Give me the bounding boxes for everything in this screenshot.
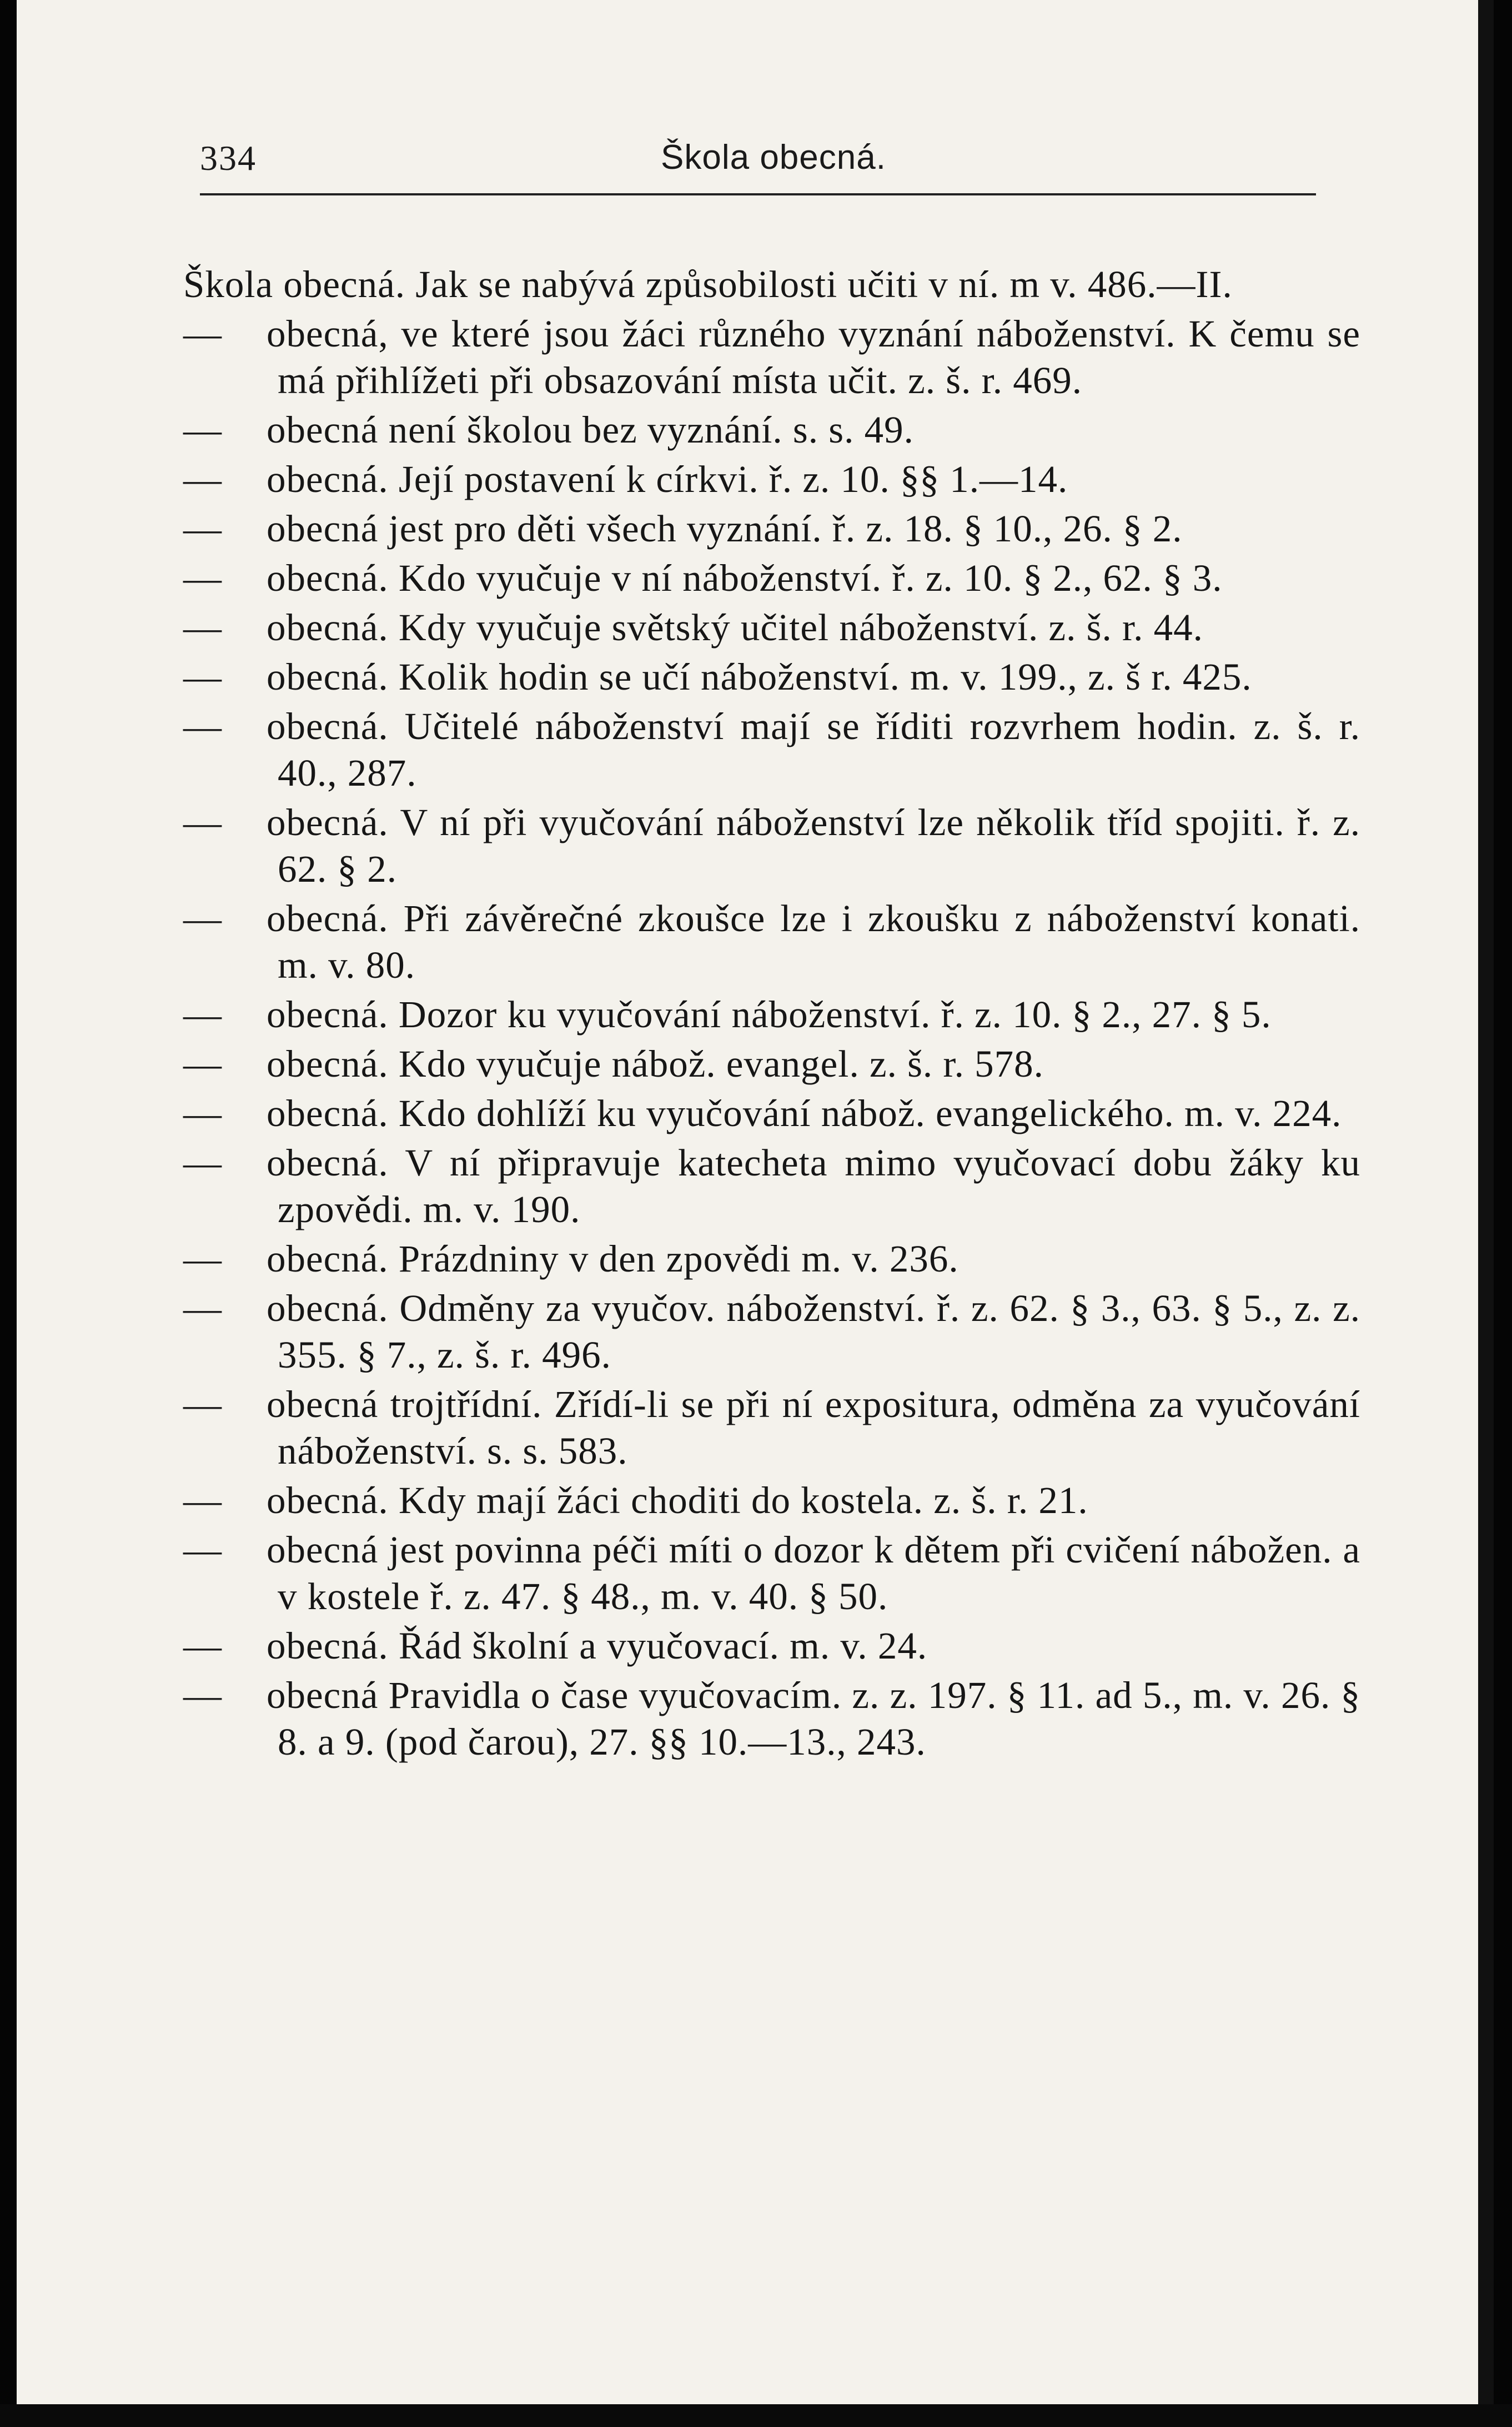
entry-text: Při závěrečné zkoušce lze i zkoušku z náboženství konati. m. v. 80. [278, 897, 1360, 986]
dash-marker [183, 1285, 267, 1331]
entry-term: obecná. [267, 1238, 389, 1280]
dash-marker [183, 1139, 267, 1186]
scan-bottom-edge [0, 2404, 1512, 2427]
dash-marker [183, 1090, 267, 1137]
entry-term: obecná. [267, 458, 389, 500]
entry-term: obecná. [267, 1043, 389, 1085]
entry-text: Kdo vyučuje nábož. evangel. z. š. r. 578. [398, 1043, 1044, 1085]
dash-marker [183, 310, 267, 357]
index-entry [183, 1041, 1360, 1087]
index-entry [183, 1622, 1360, 1669]
entry-term: obecná. [267, 606, 389, 649]
entry-term: obecná trojtřídní. [267, 1383, 542, 1425]
entry-text: Odměny za vyučov. náboženství. ř. z. 62. § 3., 63. § 5., z. z. 355. § 7., z. š. r. 496. [278, 1287, 1360, 1376]
running-title: Škola obecná. [661, 138, 886, 177]
page-header [183, 132, 1349, 193]
dash-marker [183, 456, 267, 503]
index-entry [183, 654, 1360, 700]
entry-term: obecná. [267, 1479, 389, 1521]
entry-text: jest povinna péči míti o dozor k dětem při cvičení nábožen. a v kostele ř. z. 47. § 48., m. v. 40. § 50. [278, 1529, 1361, 1617]
entry-text: Zřídí-li se při ní expositura, odměna za vyučování náboženství. s. s. 583. [278, 1383, 1360, 1472]
index-entry [183, 261, 1360, 308]
index-entry [183, 895, 1360, 988]
index-entry [183, 310, 1360, 404]
index-entry [183, 1526, 1360, 1620]
scan-binding-shadow [1478, 0, 1494, 2404]
dash-marker [183, 895, 267, 942]
index-entry [183, 1139, 1360, 1233]
entry-text: Dozor ku vyučování náboženství. ř. z. 10. § 2., 27. § 5. [398, 993, 1272, 1036]
index-entry [183, 1672, 1360, 1765]
entry-term: obecná. [267, 1625, 389, 1667]
entry-text: V ní připravuje katecheta mimo vyučovací dobu žáky ku zpovědi. m. v. 190. [278, 1142, 1360, 1230]
index-entry [183, 1285, 1360, 1378]
index-entry [183, 456, 1360, 503]
entry-text: Kolik hodin se učí náboženství. m. v. 199., z. š r. 425. [398, 656, 1252, 698]
entry-term: obecná, [267, 313, 389, 355]
entry-term: obecná. [267, 557, 389, 599]
entry-text: Kdo vyučuje v ní náboženství. ř. z. 10. § 2., 62. § 3. [398, 557, 1223, 599]
index-entry [183, 555, 1360, 601]
index-entry [183, 505, 1360, 552]
dash-marker [183, 654, 267, 700]
index-entry [183, 991, 1360, 1038]
entry-term: Škola obecná. [183, 263, 406, 305]
dash-marker [183, 1672, 267, 1719]
entry-term: obecná. [267, 705, 389, 747]
entry-text: Kdy mají žáci choditi do kostela. z. š. r. 21. [398, 1479, 1088, 1521]
dash-marker [183, 1622, 267, 1669]
entry-term: obecná. [267, 1092, 389, 1134]
entry-term: obecná [267, 1674, 379, 1716]
dash-marker [183, 604, 267, 651]
index-entry [183, 799, 1360, 892]
entry-text: ve které jsou žáci různého vyznání náboženství. K čemu se má přihlížeti při obsazování místa učit. z. š. r. 469. [278, 313, 1360, 401]
entry-term: obecná. [267, 656, 389, 698]
dash-marker [183, 555, 267, 601]
entry-text: V ní při vyučování náboženství lze několik tříd spojiti. ř. z. 62. § 2. [278, 801, 1360, 890]
dash-marker [183, 1477, 267, 1524]
dash-marker [183, 1235, 267, 1282]
entry-text: jest pro děti všech vyznání. ř. z. 18. § 10., 26. § 2. [388, 507, 1183, 550]
index-entry [183, 604, 1360, 651]
dash-marker [183, 1381, 267, 1428]
entry-text: Jak se nabývá způsobilosti učiti v ní. m v. 486.—II. [415, 263, 1233, 305]
dash-marker [183, 991, 267, 1038]
entry-term: obecná. [267, 993, 389, 1036]
entry-term: obecná. [267, 1287, 389, 1329]
entry-text: Prázdniny v den zpovědi m. v. 236. [398, 1238, 959, 1280]
dash-marker [183, 799, 267, 846]
entry-text: Pravidla o čase vyučovacím. z. z. 197. § 11. ad 5., m. v. 26. § 8. a 9. (pod čarou), 27. §§ 10.—13., 243. [278, 1674, 1360, 1763]
entry-text: Její postavení k církvi. ř. z. 10. §§ 1.—14. [398, 458, 1068, 500]
entry-term: obecná [267, 507, 379, 550]
index-entry [183, 1477, 1360, 1524]
entry-term: obecná. [267, 1142, 389, 1184]
index-entry [183, 703, 1360, 796]
dash-marker [183, 703, 267, 750]
entry-text: Kdy vyučuje světský učitel náboženství. z. š. r. 44. [398, 606, 1203, 649]
dash-marker [183, 1041, 267, 1087]
page-number: 334 [200, 138, 257, 178]
book-page [17, 0, 1494, 2404]
entry-text: Kdo dohlíží ku vyučování nábož. evangelického. m. v. 224. [398, 1092, 1342, 1134]
index-entry [183, 406, 1360, 453]
index-entry [183, 1235, 1360, 1282]
entry-text: Řád školní a vyučovací. m. v. 24. [398, 1625, 928, 1667]
entry-text: Učitelé náboženství mají se říditi rozvrhem hodin. z. š. r. 40., 287. [278, 705, 1360, 794]
entry-term: obecná. [267, 801, 389, 843]
entry-term: obecná [267, 409, 379, 451]
entry-text: není školou bez vyznání. s. s. 49. [388, 409, 914, 451]
dash-marker [183, 505, 267, 552]
index-entry [183, 1090, 1360, 1137]
entry-term: obecná [267, 1529, 379, 1571]
dash-marker [183, 1526, 267, 1573]
index-entry [183, 1381, 1360, 1474]
index-entries [183, 261, 1360, 1768]
header-rule [200, 193, 1316, 195]
entry-term: obecná. [267, 897, 389, 939]
dash-marker [183, 406, 267, 453]
